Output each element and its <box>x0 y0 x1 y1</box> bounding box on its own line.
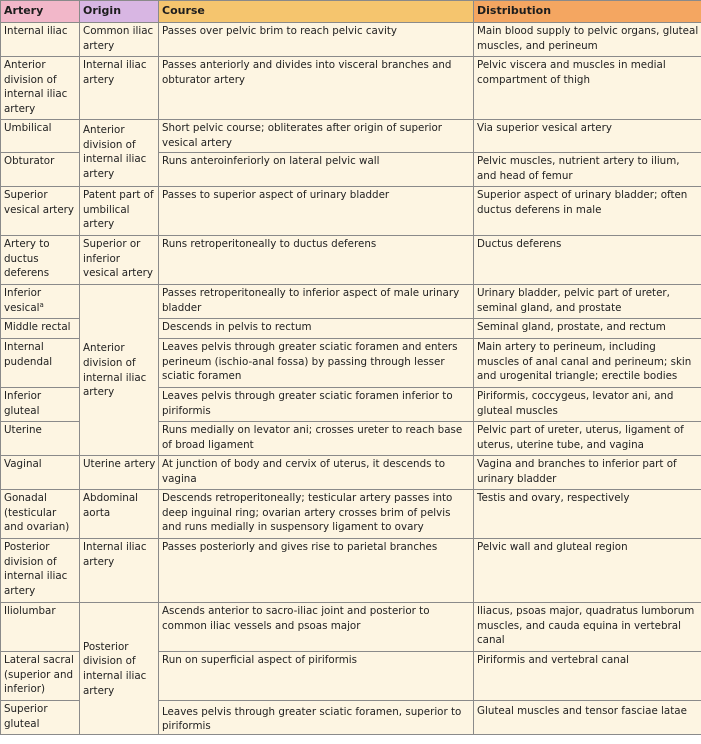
course-cell: Descends retroperitoneally; testicular artery passes into deep inguinal ring; ovarian artery crosses brim of pelvis and runs medially in suspensory ligament to ovary <box>159 490 474 539</box>
distribution-cell: Main artery to perineum, including muscles of anal canal and perineum; skin and urogenital triangle; erectile bodies <box>474 339 701 388</box>
artery-cell: Internal pudendal <box>1 339 80 388</box>
course-cell: Passes posteriorly and gives rise to parietal branches <box>159 539 474 603</box>
course-cell: Ascends anterior to sacro-iliac joint and posterior to common iliac vessels and psoas major <box>159 603 474 652</box>
distribution-cell: Gluteal muscles and tensor fasciae latae <box>474 701 701 735</box>
table-row <box>1 23 701 57</box>
footnote-marker: a <box>39 300 44 309</box>
origin-cell: Uterine artery <box>80 456 159 490</box>
distribution-cell: Ductus deferens <box>474 236 701 285</box>
distribution-cell: Main blood supply to pelvic organs, gluteal muscles, and perineum <box>474 23 701 57</box>
artery-name: Inferior vesical <box>4 287 42 314</box>
distribution-cell: Testis and ovary, respectively <box>474 490 701 539</box>
origin-cell: Abdominal aorta <box>80 490 159 539</box>
artery-cell: Superior vesical artery <box>1 187 80 236</box>
header-artery: Artery <box>1 1 80 23</box>
artery-cell <box>1 285 80 319</box>
artery-cell: Vaginal <box>1 456 80 490</box>
header-distribution: Distribution <box>474 1 701 23</box>
table-row <box>1 285 701 319</box>
course-cell: At junction of body and cervix of uterus, it descends to vagina <box>159 456 474 490</box>
origin-cell: Anterior division of internal iliac artery <box>80 285 159 456</box>
origin-cell: Common iliac artery <box>80 23 159 57</box>
artery-cell: Anterior division of internal iliac artery <box>1 57 80 120</box>
course-cell: Runs anteroinferiorly on lateral pelvic wall <box>159 153 474 187</box>
table-row <box>1 187 701 236</box>
table-row <box>1 490 701 539</box>
distribution-cell: Urinary bladder, pelvic part of ureter, seminal gland, and prostate <box>474 285 701 319</box>
artery-cell: Umbilical <box>1 120 80 153</box>
course-cell: Passes to superior aspect of urinary bladder <box>159 187 474 236</box>
distribution-cell: Iliacus, psoas major, quadratus lumborum muscles, and cauda equina in vertebral canal <box>474 603 701 652</box>
course-cell: Passes anteriorly and divides into visceral branches and obturator artery <box>159 57 474 120</box>
course-cell: Run on superficial aspect of piriformis <box>159 652 474 701</box>
artery-cell: Uterine <box>1 422 80 456</box>
table-row <box>1 603 701 652</box>
distribution-cell: Pelvic muscles, nutrient artery to ilium, and head of femur <box>474 153 701 187</box>
origin-cell: Patent part of umbilical artery <box>80 187 159 236</box>
table-row <box>1 57 701 120</box>
distribution-cell: Superior aspect of urinary bladder; often ductus deferens in male <box>474 187 701 236</box>
course-cell: Leaves pelvis through greater sciatic foramen and enters perineum (ischio-anal fossa) by passing through lesser sciatic foramen <box>159 339 474 388</box>
distribution-cell: Via superior vesical artery <box>474 120 701 153</box>
distribution-cell: Seminal gland, prostate, and rectum <box>474 319 701 339</box>
artery-cell: Posterior division of internal iliac artery <box>1 539 80 603</box>
artery-cell: Internal iliac <box>1 23 80 57</box>
course-cell: Leaves pelvis through greater sciatic foramen inferior to piriformis <box>159 388 474 422</box>
table-row <box>1 539 701 603</box>
artery-cell: Obturator <box>1 153 80 187</box>
artery-cell: Artery to ductus deferens <box>1 236 80 285</box>
course-cell: Descends in pelvis to rectum <box>159 319 474 339</box>
origin-cell: Anterior division of internal iliac artery <box>80 120 159 187</box>
origin-cell: Posterior division of internal iliac artery <box>80 603 159 735</box>
course-cell: Passes retroperitoneally to inferior aspect of male urinary bladder <box>159 285 474 319</box>
distribution-cell: Vagina and branches to inferior part of urinary bladder <box>474 456 701 490</box>
table-row <box>1 456 701 490</box>
artery-cell: Gonadal (testicular and ovarian) <box>1 490 80 539</box>
header-course: Course <box>159 1 474 23</box>
distribution-cell: Piriformis, coccygeus, levator ani, and gluteal muscles <box>474 388 701 422</box>
origin-cell: Internal iliac artery <box>80 539 159 603</box>
course-cell: Leaves pelvis through greater sciatic foramen, superior to piriformis <box>159 701 474 735</box>
header-origin: Origin <box>80 1 159 23</box>
artery-cell: Middle rectal <box>1 319 80 339</box>
header-row <box>1 1 701 23</box>
distribution-cell: Piriformis and vertebral canal <box>474 652 701 701</box>
origin-cell: Internal iliac artery <box>80 57 159 120</box>
artery-cell: Superior gluteal <box>1 701 80 735</box>
table-row <box>1 120 701 153</box>
distribution-cell: Pelvic viscera and muscles in medial compartment of thigh <box>474 57 701 120</box>
distribution-cell: Pelvic wall and gluteal region <box>474 539 701 603</box>
table-row <box>1 236 701 285</box>
distribution-cell: Pelvic part of ureter, uterus, ligament of uterus, uterine tube, and vagina <box>474 422 701 456</box>
course-cell: Short pelvic course; obliterates after origin of superior vesical artery <box>159 120 474 153</box>
artery-cell: Inferior gluteal <box>1 388 80 422</box>
artery-cell: Lateral sacral (superior and inferior) <box>1 652 80 701</box>
artery-cell: Iliolumbar <box>1 603 80 652</box>
origin-cell: Superior or inferior vesical artery <box>80 236 159 285</box>
course-cell: Runs medially on levator ani; crosses ureter to reach base of broad ligament <box>159 422 474 456</box>
course-cell: Runs retroperitoneally to ductus deferens <box>159 236 474 285</box>
course-cell: Passes over pelvic brim to reach pelvic cavity <box>159 23 474 57</box>
